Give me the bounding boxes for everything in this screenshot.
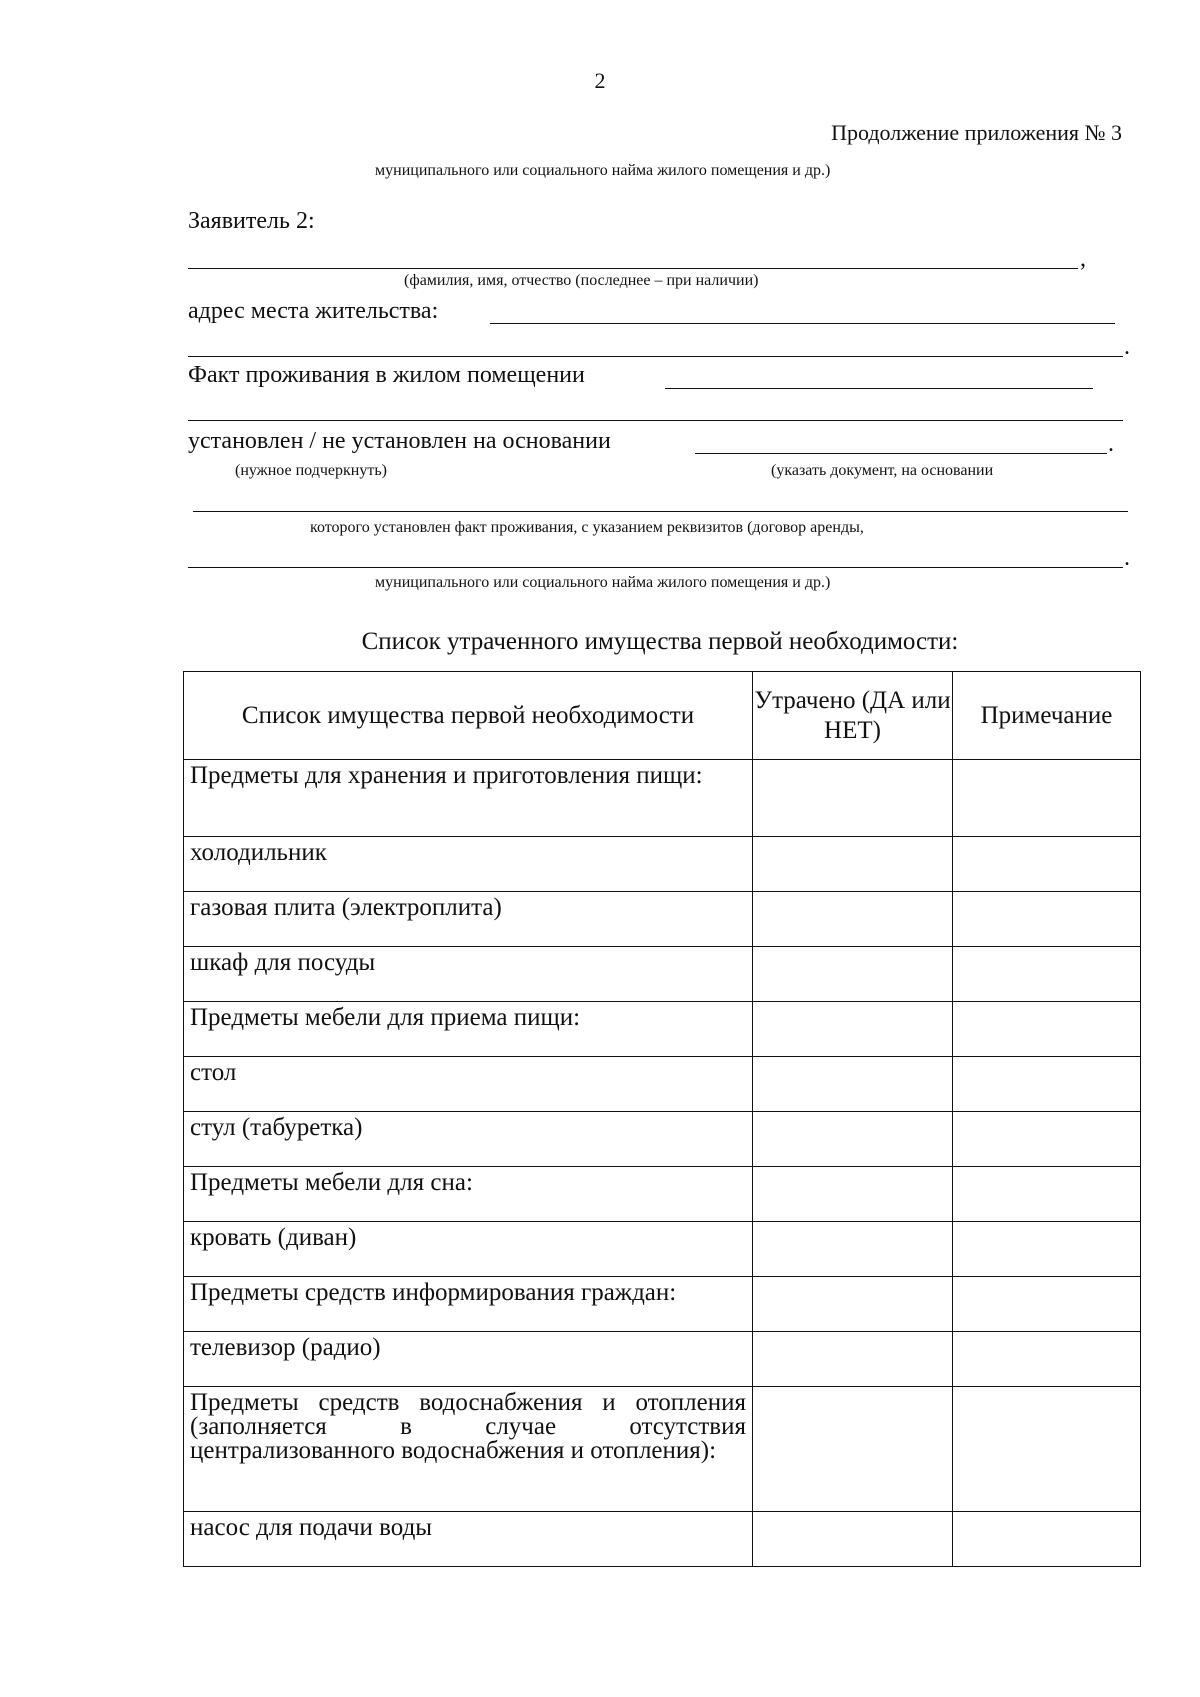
row-lost-cell[interactable]	[753, 947, 953, 1002]
table-row	[184, 947, 1141, 1002]
row-note-cell[interactable]	[953, 892, 1141, 947]
table-row	[184, 892, 1141, 947]
row-item-name: телевизор (радио)	[184, 1332, 753, 1387]
row-item-name: насос для подачи воды	[184, 1512, 753, 1567]
row-item-name: газовая плита (электроплита)	[184, 892, 753, 947]
row-item-name: Предметы мебели для приема пищи:	[184, 1002, 753, 1057]
name-input-line[interactable]	[188, 268, 1078, 269]
table-row	[184, 1222, 1141, 1277]
row-item-name: Предметы мебели для сна:	[184, 1167, 753, 1222]
header-item: Список имущества первой необходимости	[184, 672, 753, 760]
row-note-cell[interactable]	[953, 1057, 1141, 1112]
row-note-cell[interactable]	[953, 1002, 1141, 1057]
row-note-cell[interactable]	[953, 1332, 1141, 1387]
row-item-name: шкаф для посуды	[184, 947, 753, 1002]
row-lost-cell[interactable]	[753, 1112, 953, 1167]
row-lost-cell[interactable]	[753, 1277, 953, 1332]
row-lost-cell[interactable]	[753, 760, 953, 837]
table-row	[184, 1512, 1141, 1567]
row-lost-cell[interactable]	[753, 1002, 953, 1057]
row-lost-cell[interactable]	[753, 837, 953, 892]
table-row	[184, 1002, 1141, 1057]
row-lost-cell[interactable]	[753, 1057, 953, 1112]
document-input-line[interactable]	[193, 511, 1128, 512]
property-table	[183, 671, 1141, 1567]
address-input-line-2[interactable]	[188, 356, 1123, 357]
document-hint-2: которого установлен факт проживания, с указанием реквизитов (договор аренды,	[310, 519, 864, 536]
row-lost-cell[interactable]	[753, 1332, 953, 1387]
row-item-name: Предметы средств водоснабжения и отопления (заполняется в случае отсутствия централизованного водоснабжения и отопления):	[184, 1387, 753, 1512]
established-end-period: .	[1108, 431, 1114, 457]
row-item-name: стол	[184, 1057, 753, 1112]
row-note-cell[interactable]	[953, 760, 1141, 837]
established-label: установлен / не установлен на основании	[188, 428, 611, 454]
page-number: 2	[594, 68, 606, 93]
name-end-comma: ,	[1080, 246, 1086, 272]
row-note-cell[interactable]	[953, 947, 1141, 1002]
row-item-name: кровать (диван)	[184, 1222, 753, 1277]
row-item-name: стул (табуретка)	[184, 1112, 753, 1167]
row-lost-cell[interactable]	[753, 1512, 953, 1567]
table-row	[184, 1277, 1141, 1332]
row-lost-cell[interactable]	[753, 1222, 953, 1277]
residence-label: Факт проживания в жилом помещении	[188, 362, 585, 388]
document-hint: (указать документ, на основании	[771, 462, 994, 479]
applicant-label: Заявитель 2:	[188, 208, 315, 234]
row-item-name: Предметы средств информирования граждан:	[184, 1277, 753, 1332]
row-lost-cell[interactable]	[753, 892, 953, 947]
underline-hint: (нужное подчеркнуть)	[235, 462, 387, 479]
document-hint-end-period: .	[1124, 545, 1130, 571]
table-row	[184, 1332, 1141, 1387]
row-note-cell[interactable]	[953, 837, 1141, 892]
table-row	[184, 760, 1141, 837]
header-lost: Утрачено (ДА или НЕТ)	[753, 672, 953, 760]
row-lost-cell[interactable]	[753, 1167, 953, 1222]
row-note-cell[interactable]	[953, 1387, 1141, 1512]
residence-input-line[interactable]	[665, 388, 1093, 389]
address-label: адрес места жительства:	[188, 298, 439, 324]
top-caption: муниципального или социального найма жилого помещения и др.)	[375, 162, 831, 179]
list-title: Список утраченного имущества первой необходимости:	[361, 628, 959, 655]
table-row	[184, 1057, 1141, 1112]
row-note-cell[interactable]	[953, 1112, 1141, 1167]
row-note-cell[interactable]	[953, 1512, 1141, 1567]
row-note-cell[interactable]	[953, 1167, 1141, 1222]
table-row	[184, 1167, 1141, 1222]
address-end-period: .	[1124, 334, 1130, 360]
basis-input-line[interactable]	[695, 453, 1107, 454]
row-note-cell[interactable]	[953, 1222, 1141, 1277]
header-note: Примечание	[953, 672, 1141, 760]
document-input-line-2[interactable]	[188, 567, 1123, 568]
row-item-name: холодильник	[184, 837, 753, 892]
name-caption: (фамилия, имя, отчество (последнее – при наличии)	[404, 272, 759, 289]
row-note-cell[interactable]	[953, 1277, 1141, 1332]
row-lost-cell[interactable]	[753, 1387, 953, 1512]
continuation-header: Продолжение приложения № 3	[831, 120, 1122, 145]
address-input-line[interactable]	[490, 323, 1115, 324]
row-item-name: Предметы для хранения и приготовления пищи:	[184, 760, 753, 837]
table-row	[184, 1112, 1141, 1167]
document-hint-3: муниципального или социального найма жилого помещения и др.)	[375, 574, 831, 591]
table-row	[184, 1387, 1141, 1512]
table-header-row	[184, 672, 1141, 760]
table-row	[184, 837, 1141, 892]
residence-input-line-2[interactable]	[188, 420, 1123, 421]
